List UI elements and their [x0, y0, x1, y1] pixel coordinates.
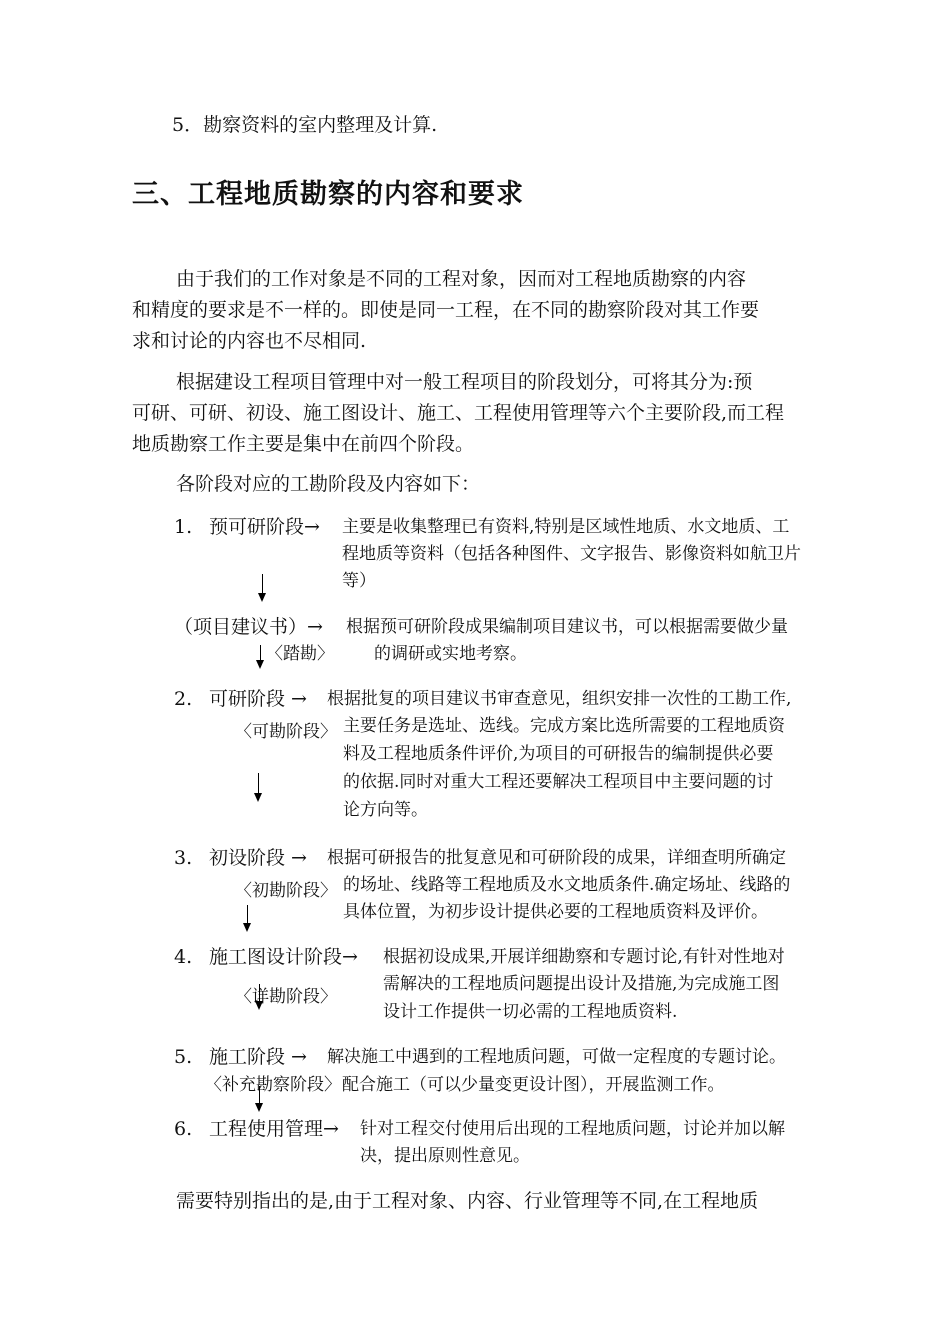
stage2-sub: 〈可勘阶段〉: [235, 722, 337, 742]
stage3-num: 3.: [174, 847, 193, 869]
stage4-sub: 〈详勘阶段〉: [235, 987, 337, 1007]
stage2-line1: 根据批复的项目建议书审查意见，组织安排一次性的工勘工作,: [327, 689, 792, 709]
para1-line2: 和精度的要求是不一样的。即使是同一工程，在不同的勘察阶段对其工作要: [132, 299, 760, 321]
para2-line1: 根据建设工程项目管理中对一般工程项目的阶段划分，可将其分为:预: [176, 371, 753, 393]
down-arrow-icon: [259, 984, 260, 1008]
para3: 各阶段对应的工勘阶段及内容如下：: [176, 473, 481, 495]
stage5-name: 施工阶段 →: [209, 1046, 307, 1068]
stage1-name: 预可研阶段→: [209, 516, 320, 538]
section-heading: 三、工程地质勘察的内容和要求: [132, 179, 524, 210]
stage2-name: 可研阶段 →: [209, 688, 307, 710]
stage4-name: 施工图设计阶段→: [209, 946, 358, 968]
stage1b-sub: 〈踏勘〉: [266, 644, 334, 664]
stage1-line2: 程地质等资料（包括各种图件、文字报告、影像资料如航卫片: [342, 544, 801, 564]
para2-line3: 地质勘察工作主要是集中在前四个阶段。: [132, 433, 475, 455]
para1-line3: 求和讨论的内容也不尽相同.: [132, 330, 367, 352]
stage1b-name: （项目建议书）→: [174, 616, 323, 638]
stage1-num: 1.: [174, 516, 193, 538]
stage1-line3: 等）: [342, 571, 376, 591]
para1-line1: 由于我们的工作对象是不同的工程对象，因而对工程地质勘察的内容: [176, 268, 747, 290]
stage3-line3: 具体位置，为初步设计提供必要的工程地质资料及评价。: [343, 902, 768, 922]
stage5-num: 5.: [174, 1046, 193, 1068]
stage6-name: 工程使用管理→: [209, 1118, 339, 1140]
down-arrow-icon: [258, 773, 259, 800]
down-arrow-icon: [259, 1086, 260, 1110]
stage3-line1: 根据可研报告的批复意见和可研阶段的成果，详细查明所确定: [327, 848, 786, 868]
stage6-num: 6.: [174, 1118, 193, 1140]
stage4-line2: 需解决的工程地质问题提出设计及措施,为完成施工图: [383, 974, 780, 994]
list-item-5: 5．勘察资料的室内整理及计算.: [172, 114, 438, 136]
stage3-name: 初设阶段 →: [209, 847, 307, 869]
para2-line2: 可研、可研、初设、施工图设计、施工、工程使用管理等六个主要阶段,而工程: [132, 402, 785, 424]
stage2-line4: 的依据.同时对重大工程还要解决工程项目中主要问题的讨: [343, 772, 774, 792]
stage4-line1: 根据初设成果,开展详细勘察和专题讨论,有针对性地对: [383, 947, 785, 967]
stage5-line1: 解决施工中遇到的工程地质问题，可做一定程度的专题讨论。: [327, 1047, 786, 1067]
stage2-num: 2.: [174, 688, 193, 710]
stage2-line3: 料及工程地质条件评价,为项目的可研报告的编制提供必要: [343, 744, 774, 764]
stage1b-line2: 的调研或实地考察。: [374, 644, 527, 664]
stage2-line2: 主要任务是选址、选线。完成方案比选所需要的工程地质资: [343, 716, 785, 736]
stage5-line2: 配合施工（可以少量变更设计图），开展监测工作。: [342, 1075, 725, 1095]
stage1b-line1: 根据预可研阶段成果编制项目建议书，可以根据需要做少量: [346, 617, 788, 637]
stage3-line2: 的场址、线路等工程地质及水文地质条件.确定场址、线路的: [343, 875, 791, 895]
stage4-line3: 设计工作提供一切必需的工程地质资料.: [383, 1002, 678, 1022]
stage5-sub: 〈补充勘察阶段〉: [205, 1075, 341, 1095]
stage3-sub: 〈初勘阶段〉: [235, 881, 337, 901]
down-arrow-icon: [260, 645, 261, 667]
down-arrow-icon: [247, 905, 248, 930]
stage6-line2: 决，提出原则性意见。: [360, 1146, 530, 1166]
para4: 需要特别指出的是,由于工程对象、内容、行业管理等不同,在工程地质: [176, 1190, 759, 1212]
stage1-line1: 主要是收集整理已有资料,特别是区域性地质、水文地质、工: [342, 517, 790, 537]
stage2-line5: 论方向等。: [343, 800, 428, 820]
down-arrow-icon: [262, 574, 263, 600]
stage6-line1: 针对工程交付使用后出现的工程地质问题，讨论并加以解: [360, 1119, 785, 1139]
stage4-num: 4.: [174, 946, 193, 968]
